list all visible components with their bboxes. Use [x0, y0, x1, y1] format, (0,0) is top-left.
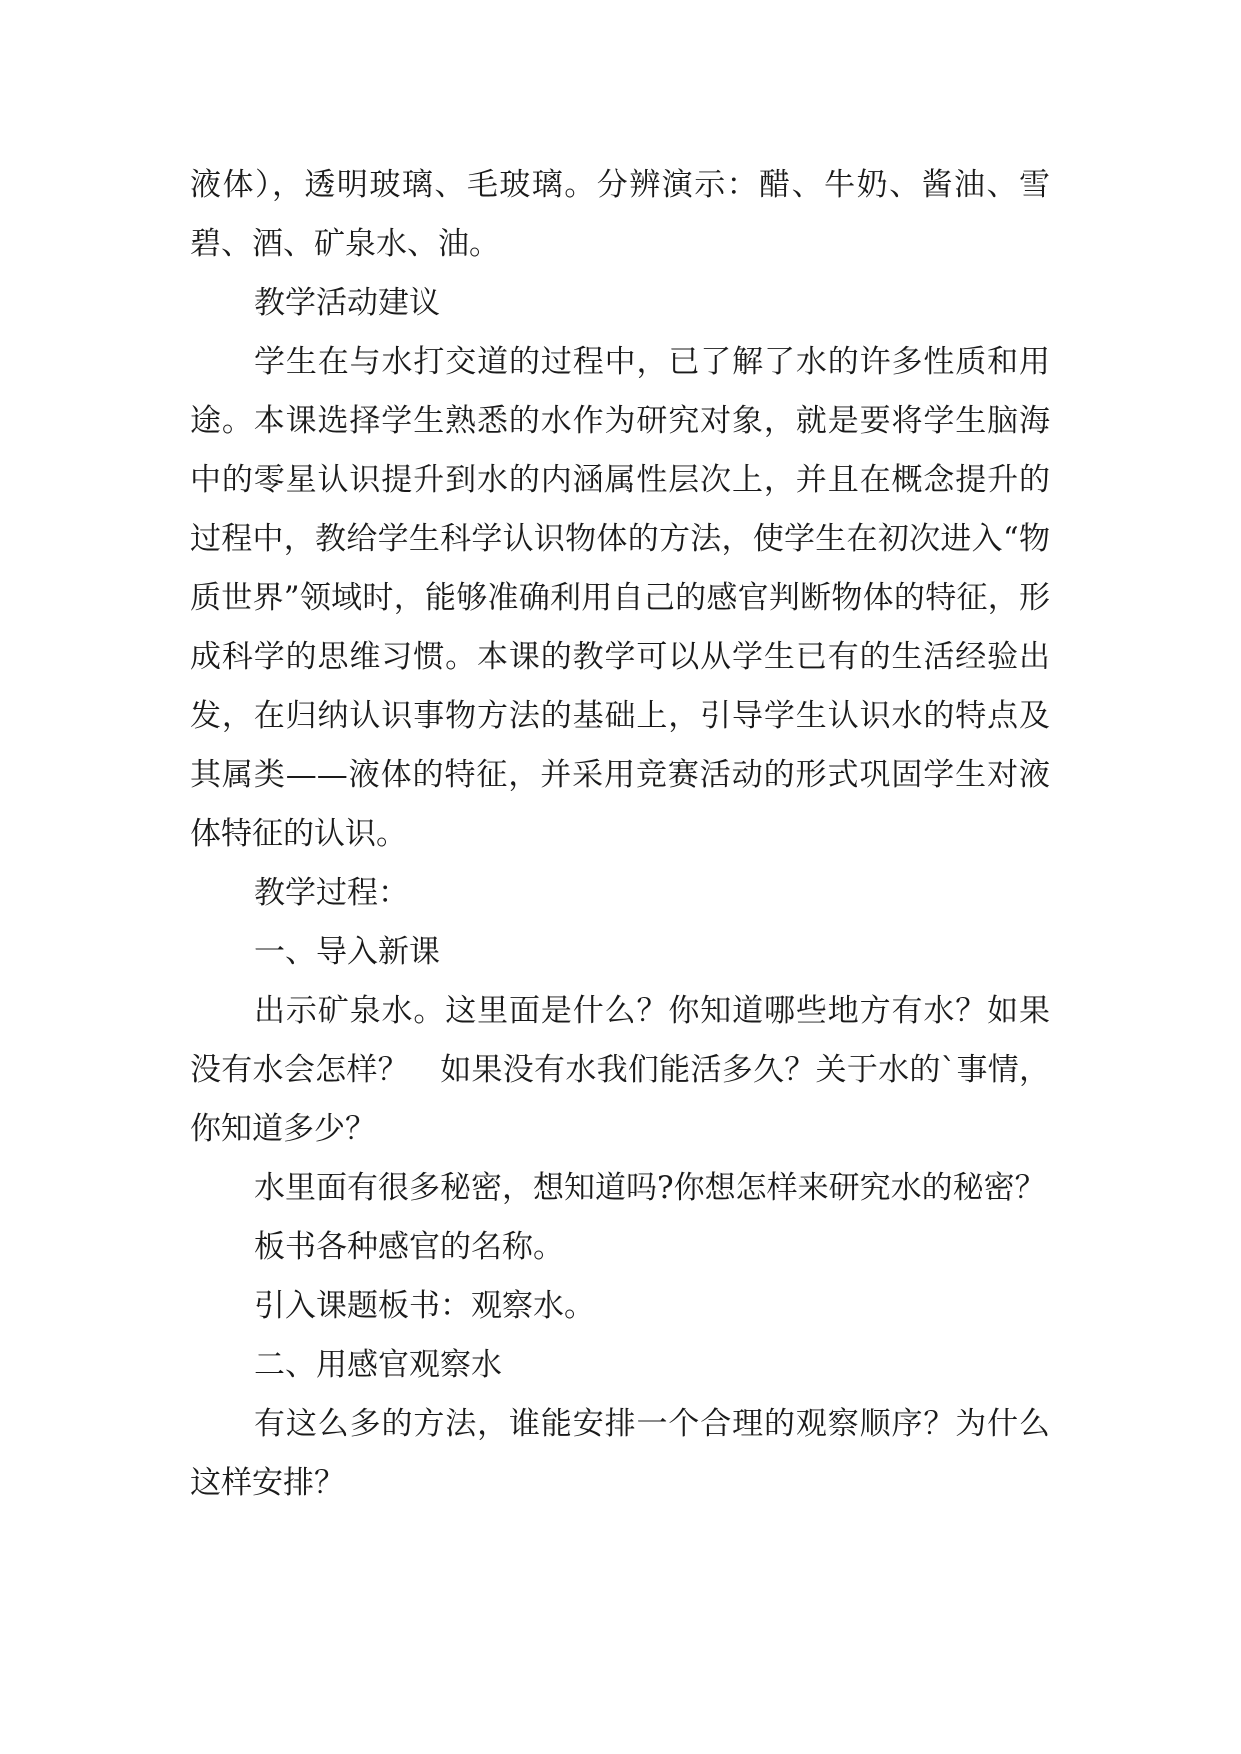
- paragraph-observation-order: 有这么多的方法，谁能安排一个合理的观察顺序？为什么这样安排？: [190, 1406, 1050, 1501]
- paragraph-water-secrets: 水里面有很多秘密，想知道吗?你想怎样来研究水的秘密？: [254, 1170, 1046, 1206]
- heading-teaching-process: 教学过程：: [254, 875, 409, 911]
- paragraph-teaching-suggestions-body: 学生在与水打交道的过程中，已了解了水的许多性质和用途。本课选择学生熟悉的水作为研究对象，就是要将学生脑海中的零星认识提升到水的内涵属性层次上，并且在概念提升的过程中，教给学生科学认识物体的方法，使学生在初次进入“物质世界”领域时，能够准确利用自己的感官判断物体的特征，形成科学的思维习惯。本课的教学可以从学生已有的生活经验出发，在归纳认识事物方法的基础上，引导学生认识水的特点及其属类——液体的特征，并采用竞赛活动的形式巩固学生对液体特征的认识。: [190, 344, 1050, 852]
- paragraph-liquids-demo: 液体），透明玻璃、毛玻璃。分辨演示：醋、牛奶、酱油、雪碧、酒、矿泉水、油。: [190, 167, 1050, 262]
- document-page: [190, 156, 1050, 1513]
- heading-introduce-lesson: 一、导入新课: [254, 934, 440, 970]
- heading-teaching-suggestions: 教学活动建议: [254, 285, 440, 321]
- paragraph-introduce-title: 引入课题板书：观察水。: [254, 1288, 595, 1324]
- paragraph-board-senses: 板书各种感官的名称。: [254, 1229, 564, 1265]
- heading-observe-with-senses: 二、用感官观察水: [254, 1347, 502, 1383]
- paragraph-show-mineral-water: 出示矿泉水。这里面是什么？你知道哪些地方有水？如果没有水会怎样？ 如果没有水我们能活多久？关于水的`事情，你知道多少？: [190, 993, 1050, 1147]
